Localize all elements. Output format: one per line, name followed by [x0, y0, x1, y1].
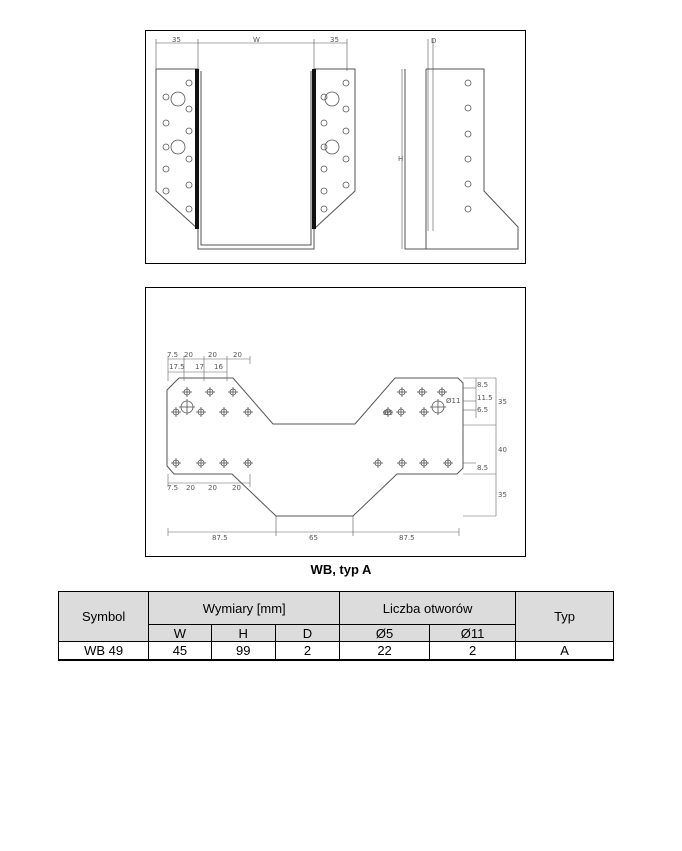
cell-typ: A	[516, 642, 614, 661]
hole-small	[321, 144, 327, 150]
cell-d5: 22	[340, 642, 430, 661]
hole-small	[186, 182, 192, 188]
dim-top2-1: 17.5	[169, 363, 185, 371]
dim-bottom-long-2: 65	[309, 534, 318, 542]
hole-big	[171, 92, 185, 106]
front-label-right: 35	[330, 36, 339, 44]
hole-small	[321, 120, 327, 126]
table-row	[59, 642, 614, 661]
hole-small	[163, 120, 169, 126]
drawing-caption: WB, typ A	[310, 562, 372, 577]
dim-top2-2: 17	[195, 363, 204, 371]
side-label-h: H	[398, 155, 404, 163]
front-side-svg	[146, 31, 527, 265]
hole-small	[321, 206, 327, 212]
front-label-w: W	[253, 36, 260, 44]
hole-small	[343, 156, 349, 162]
th-w: W	[149, 625, 211, 642]
hole-small	[186, 206, 192, 212]
hole-small	[465, 105, 471, 111]
hole-big-label: Ø11	[446, 397, 461, 405]
hole-small	[186, 80, 192, 86]
dim-right-small-3: 6.5	[477, 406, 489, 414]
cell-h: 99	[211, 642, 275, 661]
dim-top-4: 20	[233, 351, 242, 359]
dim-right-big-1: 35	[498, 398, 507, 406]
hole-small	[465, 181, 471, 187]
dim-right-small-1: 8.5	[477, 381, 489, 389]
hole-small	[163, 144, 169, 150]
spec-table	[58, 591, 614, 661]
th-d: D	[275, 625, 339, 642]
front-label-left: 35	[172, 36, 181, 44]
drawing-flat-pattern	[145, 287, 526, 557]
drawing-front-side-view	[145, 30, 526, 264]
hole-small	[163, 94, 169, 100]
th-d5: Ø5	[340, 625, 430, 642]
hole-small	[163, 166, 169, 172]
dim-bottom-long-1: 87.5	[212, 534, 228, 542]
hole-small	[186, 128, 192, 134]
hole-small	[186, 106, 192, 112]
dim-bottom-1: 7.5	[167, 484, 179, 492]
hole-small	[343, 106, 349, 112]
hole-small	[186, 156, 192, 162]
cell-d11: 2	[430, 642, 516, 661]
hole-small	[343, 128, 349, 134]
hole-big	[171, 140, 185, 154]
th-d11: Ø11	[430, 625, 516, 642]
dim-bottom-2: 20	[186, 484, 195, 492]
cell-d: 2	[275, 642, 339, 661]
dim-bottom-3: 20	[208, 484, 217, 492]
hole-small	[163, 188, 169, 194]
dim-right-big-2: 40	[498, 446, 507, 454]
dim-right-small-4: 8.5	[477, 464, 489, 472]
hole-big	[325, 92, 339, 106]
th-liczba: Liczba otworów	[340, 592, 516, 625]
hole-small	[343, 182, 349, 188]
cell-symbol: WB 49	[59, 642, 149, 661]
hole-small-label: Ø5	[383, 409, 393, 417]
th-symbol: Symbol	[59, 592, 149, 642]
hole-small	[321, 166, 327, 172]
dim-top-1: 7.5	[167, 351, 179, 359]
hole-small	[465, 131, 471, 137]
hole-small	[465, 156, 471, 162]
dim-right-small-2: 11.5	[477, 394, 493, 402]
th-typ: Typ	[516, 592, 614, 642]
hole-small	[465, 80, 471, 86]
hole-small	[321, 188, 327, 194]
th-h: H	[211, 625, 275, 642]
dim-bottom-4: 20	[232, 484, 241, 492]
flat-pattern-svg	[146, 288, 527, 558]
th-wymiary: Wymiary [mm]	[149, 592, 340, 625]
dim-right-big-3: 35	[498, 491, 507, 499]
dim-bottom-long-3: 87.5	[399, 534, 415, 542]
hole-small	[343, 80, 349, 86]
side-label-d: D	[431, 37, 437, 45]
dim-top2-3: 16	[214, 363, 223, 371]
dim-top-2: 20	[184, 351, 193, 359]
hole-small	[465, 206, 471, 212]
cell-w: 45	[149, 642, 211, 661]
dim-top-3: 20	[208, 351, 217, 359]
